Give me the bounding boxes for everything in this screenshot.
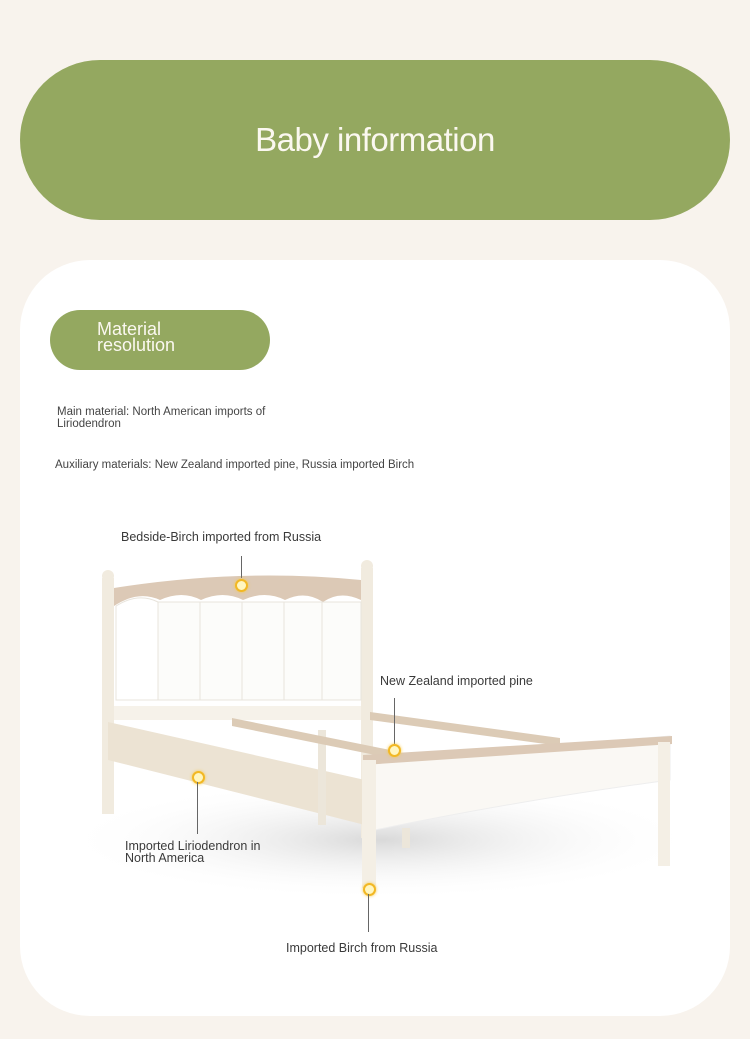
callout-leg-label: Imported Birch from Russia [286, 941, 438, 955]
page-title: Baby information [255, 121, 495, 158]
material-card [20, 260, 730, 1016]
section-title: Material resolution [97, 319, 176, 355]
auxiliary-material-text: Auxiliary materials: New Zealand imported pine, Russia imported Birch [55, 459, 415, 471]
header-banner [20, 60, 730, 220]
callout-leg-line [368, 894, 369, 932]
callout-siderail-marker [192, 771, 205, 784]
callout-headboard-line [241, 556, 242, 578]
callout-siderail-line [197, 782, 198, 834]
main-material-text: Main material: North American imports of Liriodendron [57, 406, 266, 430]
callout-slat-label: New Zealand imported pine [380, 674, 533, 688]
callout-leg-marker [363, 883, 376, 896]
callout-headboard-marker [235, 579, 248, 592]
bed-illustration [20, 260, 730, 1016]
callout-siderail-label: Imported Liriodendron in North America [125, 839, 261, 865]
callout-slat-marker [388, 744, 401, 757]
callout-headboard-label: Bedside-Birch imported from Russia [121, 530, 322, 544]
callout-slat-line [394, 698, 395, 744]
